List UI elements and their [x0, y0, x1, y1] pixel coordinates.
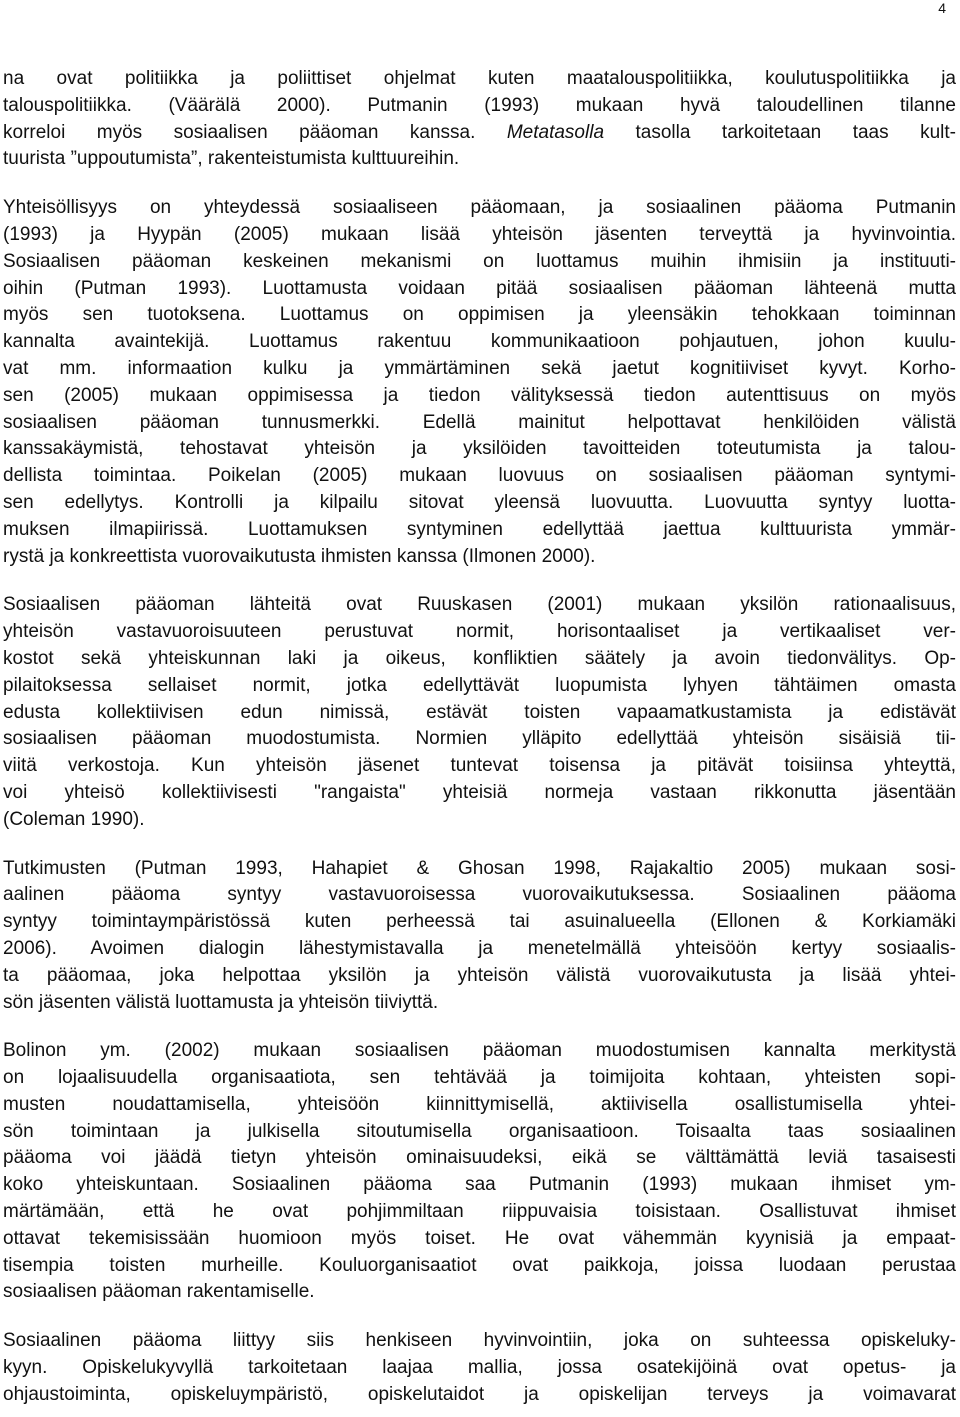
text-run: tasolla tarkoitetaan taas kult-: [604, 121, 956, 143]
text-line: vat mm. informaation kulku ja ymmärtäminen sekä jaetut kognitiiviset kyvyt. Korho-: [3, 357, 956, 379]
text-line: musten noudattamisella, yhteisöön kiinnittymisellä, aktiivisella osallistumisella yhtei-: [3, 1093, 956, 1115]
text-line: (1993) ja Hyypän (2005) mukaan lisää yhteisön jäsenten terveyttä ja hyvinvointia.: [3, 223, 956, 245]
text-line: Yhteisöllisyys on yhteydessä sosiaaliseen pääomaan, ja sosiaalinen pääoma Putmanin: [3, 197, 956, 219]
text-line: sosiaalisen pääoman muodostumista. Normien ylläpito edellyttää yhteisön sisäisiä tii-: [3, 728, 956, 750]
text-line: myös sen tuotoksena. Luottamus on oppimisen ja yleensäkin tehokkaan toiminnan: [3, 304, 956, 326]
text-line: Sosiaalisen pääoman keskeinen mekanismi on luottamus muihin ihmisiin ja instituuti-: [3, 250, 956, 272]
paragraph-gap: [3, 834, 956, 856]
text-line: Bolinon ym. (2002) mukaan sosiaalisen pääoman muodostumisen kannalta merkitystä: [3, 1040, 956, 1062]
text-line: na ovat politiikka ja poliittiset ohjelmat kuten maatalouspolitiikka, koulutuspolitiikka ja: [3, 68, 956, 89]
text-line: 2006). Avoimen dialogin lähestymistavalla ja menetelmällä yhteisöön kertyy sosiaalis-: [3, 937, 956, 959]
italic-term: Metatasolla: [506, 121, 605, 143]
paragraph-gap: [3, 1306, 956, 1328]
page-number: 4: [938, 0, 946, 16]
text-line: kannalta avaintekijä. Luottamus rakentuu kommunikaatioon pohjautuen, johon kuulu-: [3, 331, 956, 353]
text-line: sen edellytys. Kontrolli ja kilpailu sitovat yleensä luovuutta. Luovuutta syntyy luotta-: [3, 491, 956, 513]
text-line: sön toimintaan ja julkisella sitoutumisella organisaatioon. Toisaalta taas sosiaalinen: [3, 1120, 956, 1142]
text-line: tisempia toisten murheille. Kouluorganisaatiot ovat paikkoja, joissa luodaan perustaa: [3, 1254, 956, 1276]
text-line: koko yhteiskuntaan. Sosiaalinen pääoma saa Putmanin (1993) mukaan ihmiset ym-: [3, 1174, 956, 1196]
text-line: tuurista ”uppoutumista”, rakenteistumista kulttuureihin.: [3, 148, 460, 170]
text-line: kyyn. Opiskelukyvyllä tarkoitetaan laajaa mallia, jossa osatekijöinä ovat opetus- ja: [3, 1357, 956, 1379]
text-line: edusta kollektiivisen edun nimissä, estävät toisten vapaamatkustamista ja edistävät: [3, 701, 956, 723]
text-line: sön jäsenten välistä luottamusta ja yhteisön tiiviyttä.: [3, 991, 439, 1013]
text-line: ohjaustoiminta, opiskeluympäristö, opiskelutaidot ja opiskelijan terveys ja voimavarat: [3, 1383, 956, 1405]
paragraph-gap: [3, 1016, 956, 1038]
text-line: Sosiaalisen pääoman lähteitä ovat Ruuskasen (2001) mukaan yksilön rationaalisuus,: [3, 594, 956, 616]
text-line: märtämään, että he ovat pohjimmiltaan riippuvaisia toisistaan. Osallistuvat ihmiset: [3, 1201, 956, 1223]
text-line: sosiaalisen pääoman rakentamiselle.: [3, 1281, 315, 1303]
text-line: pääoma voi jäädä tietyn yhteisön ominaisuudeksi, eikä se välttämättä leviä tasaisesti: [3, 1147, 956, 1169]
text-line: Tutkimusten (Putman 1993, Hahapiet & Ghosan 1998, Rajakaltio 2005) mukaan sosi-: [3, 857, 956, 879]
text-line: pilaitoksessa sellaiset normit, jotka edellyttävät luopumista lyhyen tähtäimen omasta: [3, 674, 956, 696]
text-line: viitä verkostoja. Kun yhteisön jäsenet tuntevat toisensa ja pitävät toisiinsa yhteyttä,: [3, 755, 956, 777]
text-line: voi yhteisö kollektiivisesti "rangaista" yhteisiä normeja vastaan rikkonutta jäsentään: [3, 781, 956, 803]
text-line: [3, 120, 956, 147]
text-line: on lojaalisuudella organisaatiota, sen tehtävää ja toimijoita kohtaan, yhteisten sopi-: [3, 1067, 956, 1089]
paragraph: [3, 195, 956, 570]
text-line: sen (2005) mukaan oppimisessa ja tiedon välityksessä tiedon autenttisuus on myös: [3, 384, 956, 406]
text-line: talouspolitiikka. (Väärälä 2000). Putmanin (1993) mukaan hyvä taloudellinen tilanne: [3, 94, 956, 116]
text-line: kanssakäymistä, tehostavat yhteisön ja yksilöiden tavoitteiden toteutumista ja talou-: [3, 438, 956, 460]
text-line: aalinen pääoma syntyy vastavuoroisessa vuorovaikutuksessa. Sosiaalinen pääoma: [3, 884, 956, 906]
paragraph: [3, 66, 956, 173]
text-line: ottavat tekemisissään huomioon myös toiset. He ovat vähemmän kyynisiä ja empaat-: [3, 1227, 956, 1249]
paragraph-gap: [3, 570, 956, 592]
paragraph-gap: [3, 173, 956, 195]
text-line: kostot sekä yhteiskunnan laki ja oikeus, konfliktien säätely ja avoin tiedonvälitys. Op-: [3, 647, 956, 669]
text-line: muksen ilmapiirissä. Luottamuksen syntyminen edellyttää jaettua kulttuurista ymmär-: [3, 518, 956, 540]
text-line: rystä ja konkreettista vuorovaikutusta ihmisten kanssa (Ilmonen 2000).: [3, 545, 596, 567]
text-line: dellista toimintaa. Poikelan (2005) mukaan luovuus on sosiaalisen pääoman syntymi-: [3, 465, 956, 487]
text-line: sosiaalisen pääoman tunnusmerkki. Edellä mainitut helpottavat henkilöiden välistä: [3, 411, 956, 433]
text-line: syntyy toimintaympäristössä kuten perheessä tai asuinalueella (Ellonen & Korkiamäki: [3, 911, 956, 933]
paragraph: [3, 1038, 956, 1306]
text-line: yhteisön vastavuoroisuuteen perustuvat normit, horisontaaliset ja vertikaaliset ver-: [3, 621, 956, 643]
paragraph: [3, 856, 956, 1017]
document-body: [3, 66, 956, 1409]
paragraph: [3, 1328, 956, 1408]
text-run: korreloi myös sosiaalisen pääoman kanssa.: [3, 121, 507, 143]
text-line: (Coleman 1990).: [3, 808, 145, 830]
paragraph: [3, 592, 956, 833]
text-line: oihin (Putman 1993). Luottamusta voidaan pitää sosiaalisen pääoman lähteenä mutta: [3, 277, 956, 299]
text-line: ta pääomaa, joka helpottaa yksilön ja yhteisön välistä vuorovaikutusta ja lisää yhtei-: [3, 964, 956, 986]
text-line: Sosiaalinen pääoma liittyy siis henkiseen hyvinvointiin, joka on suhteessa opiskeluky-: [3, 1330, 956, 1352]
